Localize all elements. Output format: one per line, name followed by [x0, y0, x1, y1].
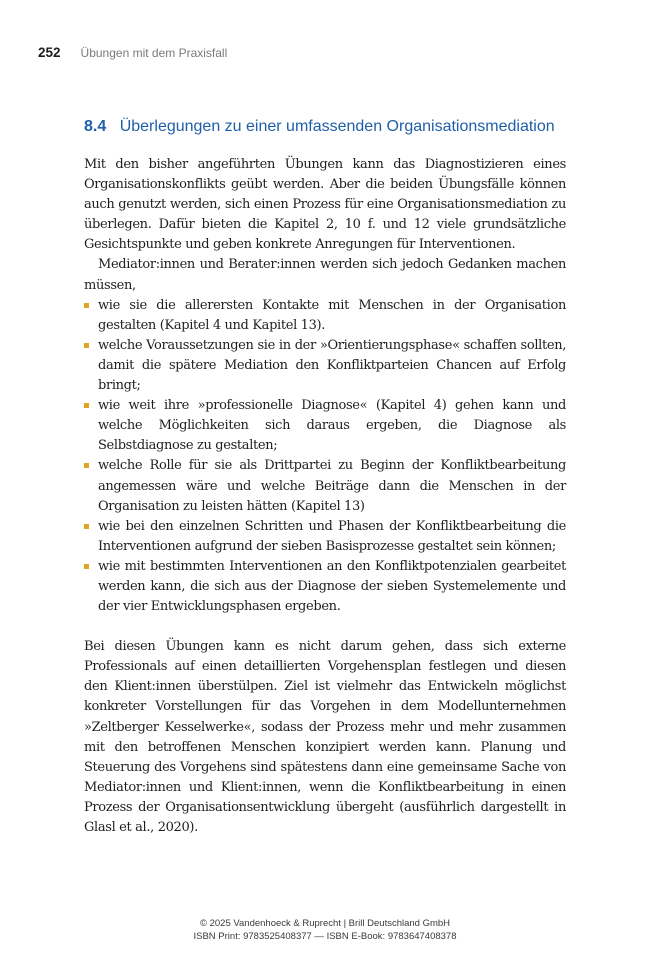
- isbn-line: ISBN Print: 9783525408377 — ISBN E-Book: 9783647408378: [193, 931, 457, 942]
- paragraph-closing: Bei diesen Übungen kann es nicht darum gehen, dass sich externe Professionals auf einen detaillierten Vorgehensplan festlegen und diesen den Klient:innen überstülpen. Ziel ist vielmehr das Entwickeln möglichst konkreter Vorstellungen für das Vorgehen in dem Modellunternehmen »Zeltberger Kesselwerke«, sodass der Prozess mehr und mehr zusammen mit den betroffenen Menschen konzipiert werden kann. Planung und Steuerung des Vorgehens sind spätestens dann eine gemeinsame Sache von Mediator:innen und Klient:innen, wenn die Konfliktbearbeitung in einen Prozess der Organisationsentwicklung übergeht (ausführlich dargestellt in Glasl et al., 2020).: [84, 639, 566, 835]
- section-heading: [84, 118, 555, 136]
- section-number: 8.4: [84, 118, 107, 135]
- page-number: 252: [38, 45, 61, 60]
- list-item: wie mit bestimmten Interventionen an den Konfliktpotenzialen gearbeitet werden kann, die sich aus der Diagnose der sieben Systemelemente und der vier Entwicklungsphasen ergeben.: [84, 557, 566, 617]
- page-footer: [0, 917, 650, 943]
- list-item: wie bei den einzelnen Schritten und Phasen der Konfliktbearbeitung die Interventionen aufgrund der sieben Basisprozesse gestaltet sein können;: [84, 517, 566, 557]
- paragraph-intro: Mit den bisher angeführten Übungen kann das Diagnostizieren eines Organisationskonflikts geübt werden. Aber die beiden Übungsfälle können auch genutzt werden, sich einen Prozess für eine Organisationsmediation zu überlegen. Dafür bieten die Kapitel 2, 10 f. und 12 viele grundsätzliche Gesichtspunkte und geben konkrete Anregungen für Interventionen.: [84, 157, 566, 253]
- running-head: [38, 45, 227, 60]
- paragraph-lead-in: Mediator:innen und Berater:innen werden sich jedoch Gedanken machen müssen,: [84, 257, 566, 293]
- copyright-line: © 2025 Vandenhoeck & Ruprecht | Brill Deutschland GmbH: [199, 918, 451, 929]
- list-item: wie sie die allerersten Kontakte mit Menschen in der Organisation gestalten (Kapitel 4 und Kapitel 13).: [84, 296, 566, 336]
- bullet-list: [84, 296, 566, 618]
- list-item: welche Voraussetzungen sie in der »Orientierungsphase« schaffen sollten, damit die spätere Mediation den Konfliktparteien Chancen auf Erfolg bringt;: [84, 336, 566, 396]
- body-text: [84, 155, 566, 838]
- section-title: Überlegungen zu einer umfassenden Organisationsmediation: [119, 118, 555, 135]
- paragraph-spacer: [84, 617, 566, 637]
- list-item: welche Rolle für sie als Drittpartei zu Beginn der Konfliktbearbeitung angemessen wäre und welche Beiträge dann die Menschen in der Organisation zu leisten hätten (Kapitel 13): [84, 456, 566, 516]
- running-title: Übungen mit dem Praxisfall: [80, 46, 228, 60]
- list-item: wie weit ihre »professionelle Diagnose« (Kapitel 4) gehen kann und welche Möglichkeiten sich daraus ergeben, die Diagnose als Selbstdiagnose zu gestalten;: [84, 396, 566, 456]
